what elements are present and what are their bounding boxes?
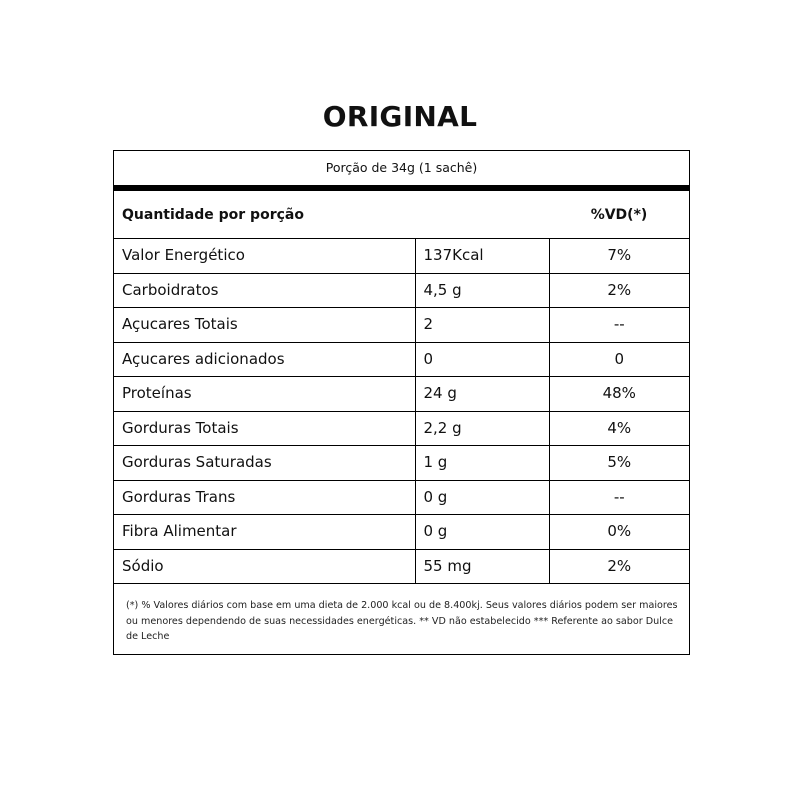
- nutrient-vd: 4%: [549, 411, 689, 446]
- nutrient-vd: 2%: [549, 549, 689, 583]
- table-row: [114, 308, 689, 343]
- nutrient-name: Valor Energético: [114, 239, 415, 274]
- nutrient-name: Proteínas: [114, 377, 415, 412]
- nutrient-name: Gorduras Trans: [114, 480, 415, 515]
- table-row: [114, 515, 689, 550]
- header-quantity-label: Quantidade por porção: [122, 206, 304, 223]
- page-title: ORIGINAL: [322, 100, 478, 133]
- nutrient-vd: 2%: [549, 273, 689, 308]
- nutrient-amount: 2,2 g: [415, 411, 549, 446]
- table-row: [114, 446, 689, 481]
- header-vd-label: %VD(*): [590, 206, 648, 223]
- footnote: (*) % Valores diários com base em uma dieta de 2.000 kcal ou de 8.400kj. Seus valores diários podem ser maiores ou menores dependendo de suas necessidades energéticas. ** VD não estabelecido *** Referente ao sabor Dulce de Leche: [114, 583, 689, 652]
- table-row: [114, 377, 689, 412]
- table-row: [114, 239, 689, 274]
- nutrient-vd: 5%: [549, 446, 689, 481]
- nutrient-amount: 0 g: [415, 515, 549, 550]
- serving-size: Porção de 34g (1 sachê): [325, 160, 478, 175]
- nutrient-name: Açucares Totais: [114, 308, 415, 343]
- nutrient-name: Açucares adicionados: [114, 342, 415, 377]
- nutrient-name: Carboidratos: [114, 273, 415, 308]
- table-row: [114, 549, 689, 583]
- nutrient-amount: 24 g: [415, 377, 549, 412]
- nutrient-vd: --: [549, 480, 689, 515]
- table-header: [114, 191, 689, 238]
- nutrient-amount: 0: [415, 342, 549, 377]
- nutrient-name: Gorduras Saturadas: [114, 446, 415, 481]
- nutrient-vd: --: [549, 308, 689, 343]
- nutrient-amount: 4,5 g: [415, 273, 549, 308]
- nutrient-name: Fibra Alimentar: [114, 515, 415, 550]
- nutrient-vd: 0: [549, 342, 689, 377]
- nutrient-name: Sódio: [114, 549, 415, 583]
- nutrient-vd: 7%: [549, 239, 689, 274]
- table-row: [114, 273, 689, 308]
- table-row: [114, 411, 689, 446]
- nutrient-amount: 137Kcal: [415, 239, 549, 274]
- nutrient-table: [114, 238, 689, 583]
- table-row: [114, 342, 689, 377]
- nutrient-vd: 0%: [549, 515, 689, 550]
- nutrient-name: Gorduras Totais: [114, 411, 415, 446]
- nutrient-amount: 55 mg: [415, 549, 549, 583]
- nutrition-facts-table: [113, 150, 690, 655]
- nutrient-amount: 2: [415, 308, 549, 343]
- nutrient-vd: 48%: [549, 377, 689, 412]
- nutrient-amount: 1 g: [415, 446, 549, 481]
- nutrient-amount: 0 g: [415, 480, 549, 515]
- table-row: [114, 480, 689, 515]
